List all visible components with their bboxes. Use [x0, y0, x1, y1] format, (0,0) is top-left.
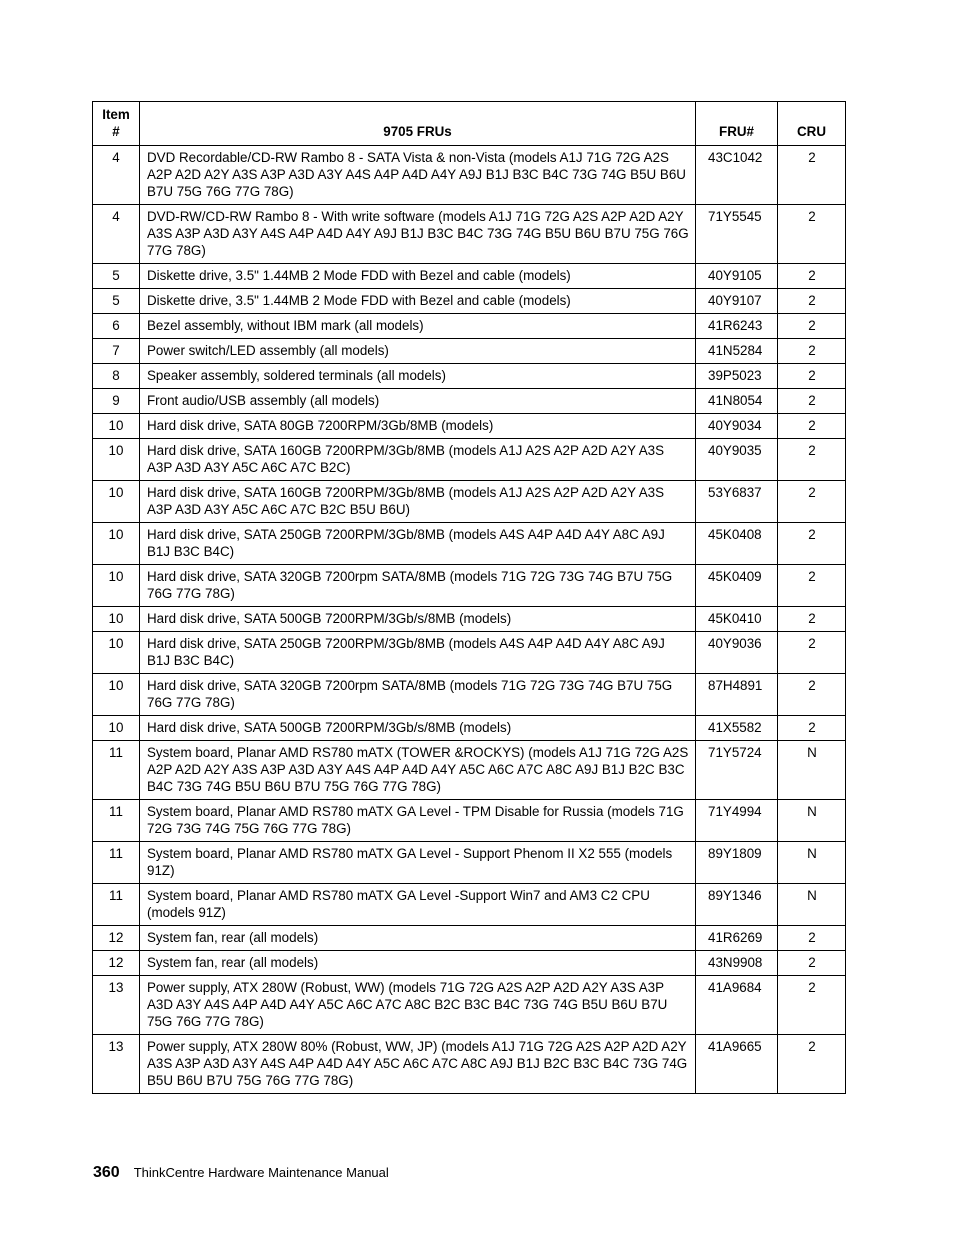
fru-number-cell: 40Y9105 — [696, 264, 778, 289]
cru-cell: 2 — [778, 289, 846, 314]
description-cell: Power switch/LED assembly (all models) — [140, 339, 696, 364]
header-fru: FRU# — [696, 102, 778, 146]
item-cell: 10 — [93, 607, 140, 632]
fru-number-cell: 40Y9035 — [696, 439, 778, 481]
fru-table-header — [93, 102, 846, 146]
fru-number-cell: 71Y5724 — [696, 741, 778, 800]
table-row — [93, 674, 846, 716]
cru-cell: 2 — [778, 314, 846, 339]
description-cell: Diskette drive, 3.5" 1.44MB 2 Mode FDD with Bezel and cable (models) — [140, 289, 696, 314]
item-cell: 10 — [93, 439, 140, 481]
item-cell: 8 — [93, 364, 140, 389]
description-cell: Speaker assembly, soldered terminals (all models) — [140, 364, 696, 389]
item-cell: 13 — [93, 976, 140, 1035]
description-cell: Front audio/USB assembly (all models) — [140, 389, 696, 414]
cru-cell: 2 — [778, 146, 846, 205]
description-cell: Hard disk drive, SATA 320GB 7200rpm SATA/8MB (models 71G 72G 73G 74G B7U 75G 76G 77G 78G) — [140, 565, 696, 607]
fru-number-cell: 45K0409 — [696, 565, 778, 607]
fru-number-cell: 41X5582 — [696, 716, 778, 741]
description-cell: DVD Recordable/CD-RW Rambo 8 - SATA Vista & non-Vista (models A1J 71G 72G A2S A2P A2D A2Y A3S A3P A3D A3Y A4S A4P A4D A4Y A9J B1J B3C B4C 73G 74G B5U B6U B7U 75G 76G 77G 78G) — [140, 146, 696, 205]
fru-number-cell: 41R6269 — [696, 926, 778, 951]
fru-number-cell: 53Y6837 — [696, 481, 778, 523]
fru-number-cell: 43C1042 — [696, 146, 778, 205]
description-cell: DVD-RW/CD-RW Rambo 8 - With write software (models A1J 71G 72G A2S A2P A2D A2Y A3S A3P A3D A3Y A4S A4P A4D A4Y A9J B1J B3C B4C 73G 74G B5U B6U B7U 75G 76G 77G 78G) — [140, 205, 696, 264]
header-item-line1: Item — [102, 107, 130, 122]
table-row — [93, 146, 846, 205]
description-cell: Power supply, ATX 280W 80% (Robust, WW, JP) (models A1J 71G 72G A2S A2P A2D A2Y A3S A3P A3D A3Y A4S A4P A4D A4Y A5C A6C A7C A8C A9J B1J B2C B3C B4C 73G 74G B5U B6U B7U 75G 76G 77G 78G) — [140, 1035, 696, 1094]
description-cell: System fan, rear (all models) — [140, 926, 696, 951]
header-item — [93, 102, 140, 146]
item-cell: 10 — [93, 565, 140, 607]
cru-cell: N — [778, 884, 846, 926]
header-cru: CRU — [778, 102, 846, 146]
table-row — [93, 414, 846, 439]
cru-cell: 2 — [778, 523, 846, 565]
fru-number-cell: 41N5284 — [696, 339, 778, 364]
table-row — [93, 481, 846, 523]
item-cell: 11 — [93, 741, 140, 800]
description-cell: Hard disk drive, SATA 160GB 7200RPM/3Gb/8MB (models A1J A2S A2P A2D A2Y A3S A3P A3D A3Y A5C A6C A7C B2C) — [140, 439, 696, 481]
item-cell: 12 — [93, 926, 140, 951]
fru-number-cell: 41A9665 — [696, 1035, 778, 1094]
fru-number-cell: 40Y9107 — [696, 289, 778, 314]
item-cell: 5 — [93, 289, 140, 314]
description-cell: System board, Planar AMD RS780 mATX GA Level -Support Win7 and AM3 C2 CPU (models 91Z) — [140, 884, 696, 926]
description-cell: Hard disk drive, SATA 160GB 7200RPM/3Gb/8MB (models A1J A2S A2P A2D A2Y A3S A3P A3D A3Y A5C A6C A7C B2C B5U B6U) — [140, 481, 696, 523]
table-row — [93, 205, 846, 264]
cru-cell: N — [778, 741, 846, 800]
description-cell: Hard disk drive, SATA 320GB 7200rpm SATA/8MB (models 71G 72G 73G 74G B7U 75G 76G 77G 78G) — [140, 674, 696, 716]
fru-number-cell: 41N8054 — [696, 389, 778, 414]
cru-cell: 2 — [778, 607, 846, 632]
description-cell: Hard disk drive, SATA 250GB 7200RPM/3Gb/8MB (models A4S A4P A4D A4Y A8C A9J B1J B3C B4C) — [140, 523, 696, 565]
item-cell: 10 — [93, 716, 140, 741]
cru-cell: 2 — [778, 364, 846, 389]
table-row — [93, 951, 846, 976]
table-row — [93, 264, 846, 289]
item-cell: 9 — [93, 389, 140, 414]
table-row — [93, 364, 846, 389]
cru-cell: 2 — [778, 716, 846, 741]
header-description: 9705 FRUs — [140, 102, 696, 146]
item-cell: 10 — [93, 632, 140, 674]
description-cell: Hard disk drive, SATA 500GB 7200RPM/3Gb/s/8MB (models) — [140, 607, 696, 632]
description-cell: Hard disk drive, SATA 500GB 7200RPM/3Gb/s/8MB (models) — [140, 716, 696, 741]
page-footer — [93, 1164, 389, 1182]
cru-cell: 2 — [778, 926, 846, 951]
fru-number-cell: 89Y1346 — [696, 884, 778, 926]
fru-number-cell: 87H4891 — [696, 674, 778, 716]
item-cell: 7 — [93, 339, 140, 364]
table-row — [93, 439, 846, 481]
table-row — [93, 741, 846, 800]
fru-number-cell: 89Y1809 — [696, 842, 778, 884]
description-cell: Bezel assembly, without IBM mark (all models) — [140, 314, 696, 339]
item-cell: 13 — [93, 1035, 140, 1094]
table-row — [93, 716, 846, 741]
fru-number-cell: 40Y9036 — [696, 632, 778, 674]
cru-cell: 2 — [778, 439, 846, 481]
fru-table-body — [93, 146, 846, 1094]
cru-cell: 2 — [778, 632, 846, 674]
table-row — [93, 800, 846, 842]
table-row — [93, 926, 846, 951]
fru-number-cell: 71Y5545 — [696, 205, 778, 264]
item-cell: 12 — [93, 951, 140, 976]
cru-cell: 2 — [778, 389, 846, 414]
cru-cell: 2 — [778, 205, 846, 264]
manual-title: ThinkCentre Hardware Maintenance Manual — [133, 1165, 389, 1180]
description-cell: System board, Planar AMD RS780 mATX GA Level - TPM Disable for Russia (models 71G 72G 73G 74G 75G 76G 77G 78G) — [140, 800, 696, 842]
cru-cell: 2 — [778, 481, 846, 523]
table-row — [93, 339, 846, 364]
item-cell: 6 — [93, 314, 140, 339]
fru-table — [92, 101, 846, 1094]
fru-number-cell: 40Y9034 — [696, 414, 778, 439]
fru-number-cell: 43N9908 — [696, 951, 778, 976]
cru-cell: 2 — [778, 565, 846, 607]
cru-cell: 2 — [778, 414, 846, 439]
item-cell: 10 — [93, 481, 140, 523]
table-row — [93, 842, 846, 884]
header-row — [93, 102, 846, 146]
description-cell: System board, Planar AMD RS780 mATX (TOWER &ROCKYS) (models A1J 71G 72G A2S A2P A2D A2Y A3S A3P A3D A3Y A4S A4P A4D A4Y A5C A6C A7C A8C A9J B1J B2C B3C B4C 73G 74G B5U B6U B7U 75G 76G 77G 78G) — [140, 741, 696, 800]
item-cell: 11 — [93, 842, 140, 884]
cru-cell: 2 — [778, 951, 846, 976]
fru-number-cell: 41R6243 — [696, 314, 778, 339]
table-row — [93, 1035, 846, 1094]
page-number: 360 — [93, 1164, 120, 1181]
item-cell: 4 — [93, 146, 140, 205]
fru-number-cell: 45K0408 — [696, 523, 778, 565]
table-row — [93, 884, 846, 926]
item-cell: 11 — [93, 884, 140, 926]
item-cell: 4 — [93, 205, 140, 264]
table-row — [93, 289, 846, 314]
description-cell: Hard disk drive, SATA 250GB 7200RPM/3Gb/8MB (models A4S A4P A4D A4Y A8C A9J B1J B3C B4C) — [140, 632, 696, 674]
table-row — [93, 389, 846, 414]
table-row — [93, 523, 846, 565]
cru-cell: 2 — [778, 674, 846, 716]
table-row — [93, 976, 846, 1035]
fru-number-cell: 39P5023 — [696, 364, 778, 389]
description-cell: Power supply, ATX 280W (Robust, WW) (models 71G 72G A2S A2P A2D A2Y A3S A3P A3D A3Y A4S A4P A4D A4Y A5C A6C A7C A8C B2C B3C B4C 73G 74G B5U B6U B7U 75G 76G 77G 78G) — [140, 976, 696, 1035]
table-row — [93, 632, 846, 674]
description-cell: Diskette drive, 3.5" 1.44MB 2 Mode FDD with Bezel and cable (models) — [140, 264, 696, 289]
cru-cell: N — [778, 800, 846, 842]
item-cell: 10 — [93, 414, 140, 439]
fru-number-cell: 45K0410 — [696, 607, 778, 632]
table-row — [93, 314, 846, 339]
table-row — [93, 607, 846, 632]
table-row — [93, 565, 846, 607]
fru-number-cell: 71Y4994 — [696, 800, 778, 842]
header-item-line2: # — [112, 124, 120, 139]
cru-cell: 2 — [778, 976, 846, 1035]
description-cell: System board, Planar AMD RS780 mATX GA Level - Support Phenom II X2 555 (models 91Z) — [140, 842, 696, 884]
item-cell: 11 — [93, 800, 140, 842]
cru-cell: 2 — [778, 1035, 846, 1094]
item-cell: 5 — [93, 264, 140, 289]
cru-cell: N — [778, 842, 846, 884]
cru-cell: 2 — [778, 339, 846, 364]
item-cell: 10 — [93, 523, 140, 565]
description-cell: Hard disk drive, SATA 80GB 7200RPM/3Gb/8MB (models) — [140, 414, 696, 439]
description-cell: System fan, rear (all models) — [140, 951, 696, 976]
fru-number-cell: 41A9684 — [696, 976, 778, 1035]
cru-cell: 2 — [778, 264, 846, 289]
item-cell: 10 — [93, 674, 140, 716]
